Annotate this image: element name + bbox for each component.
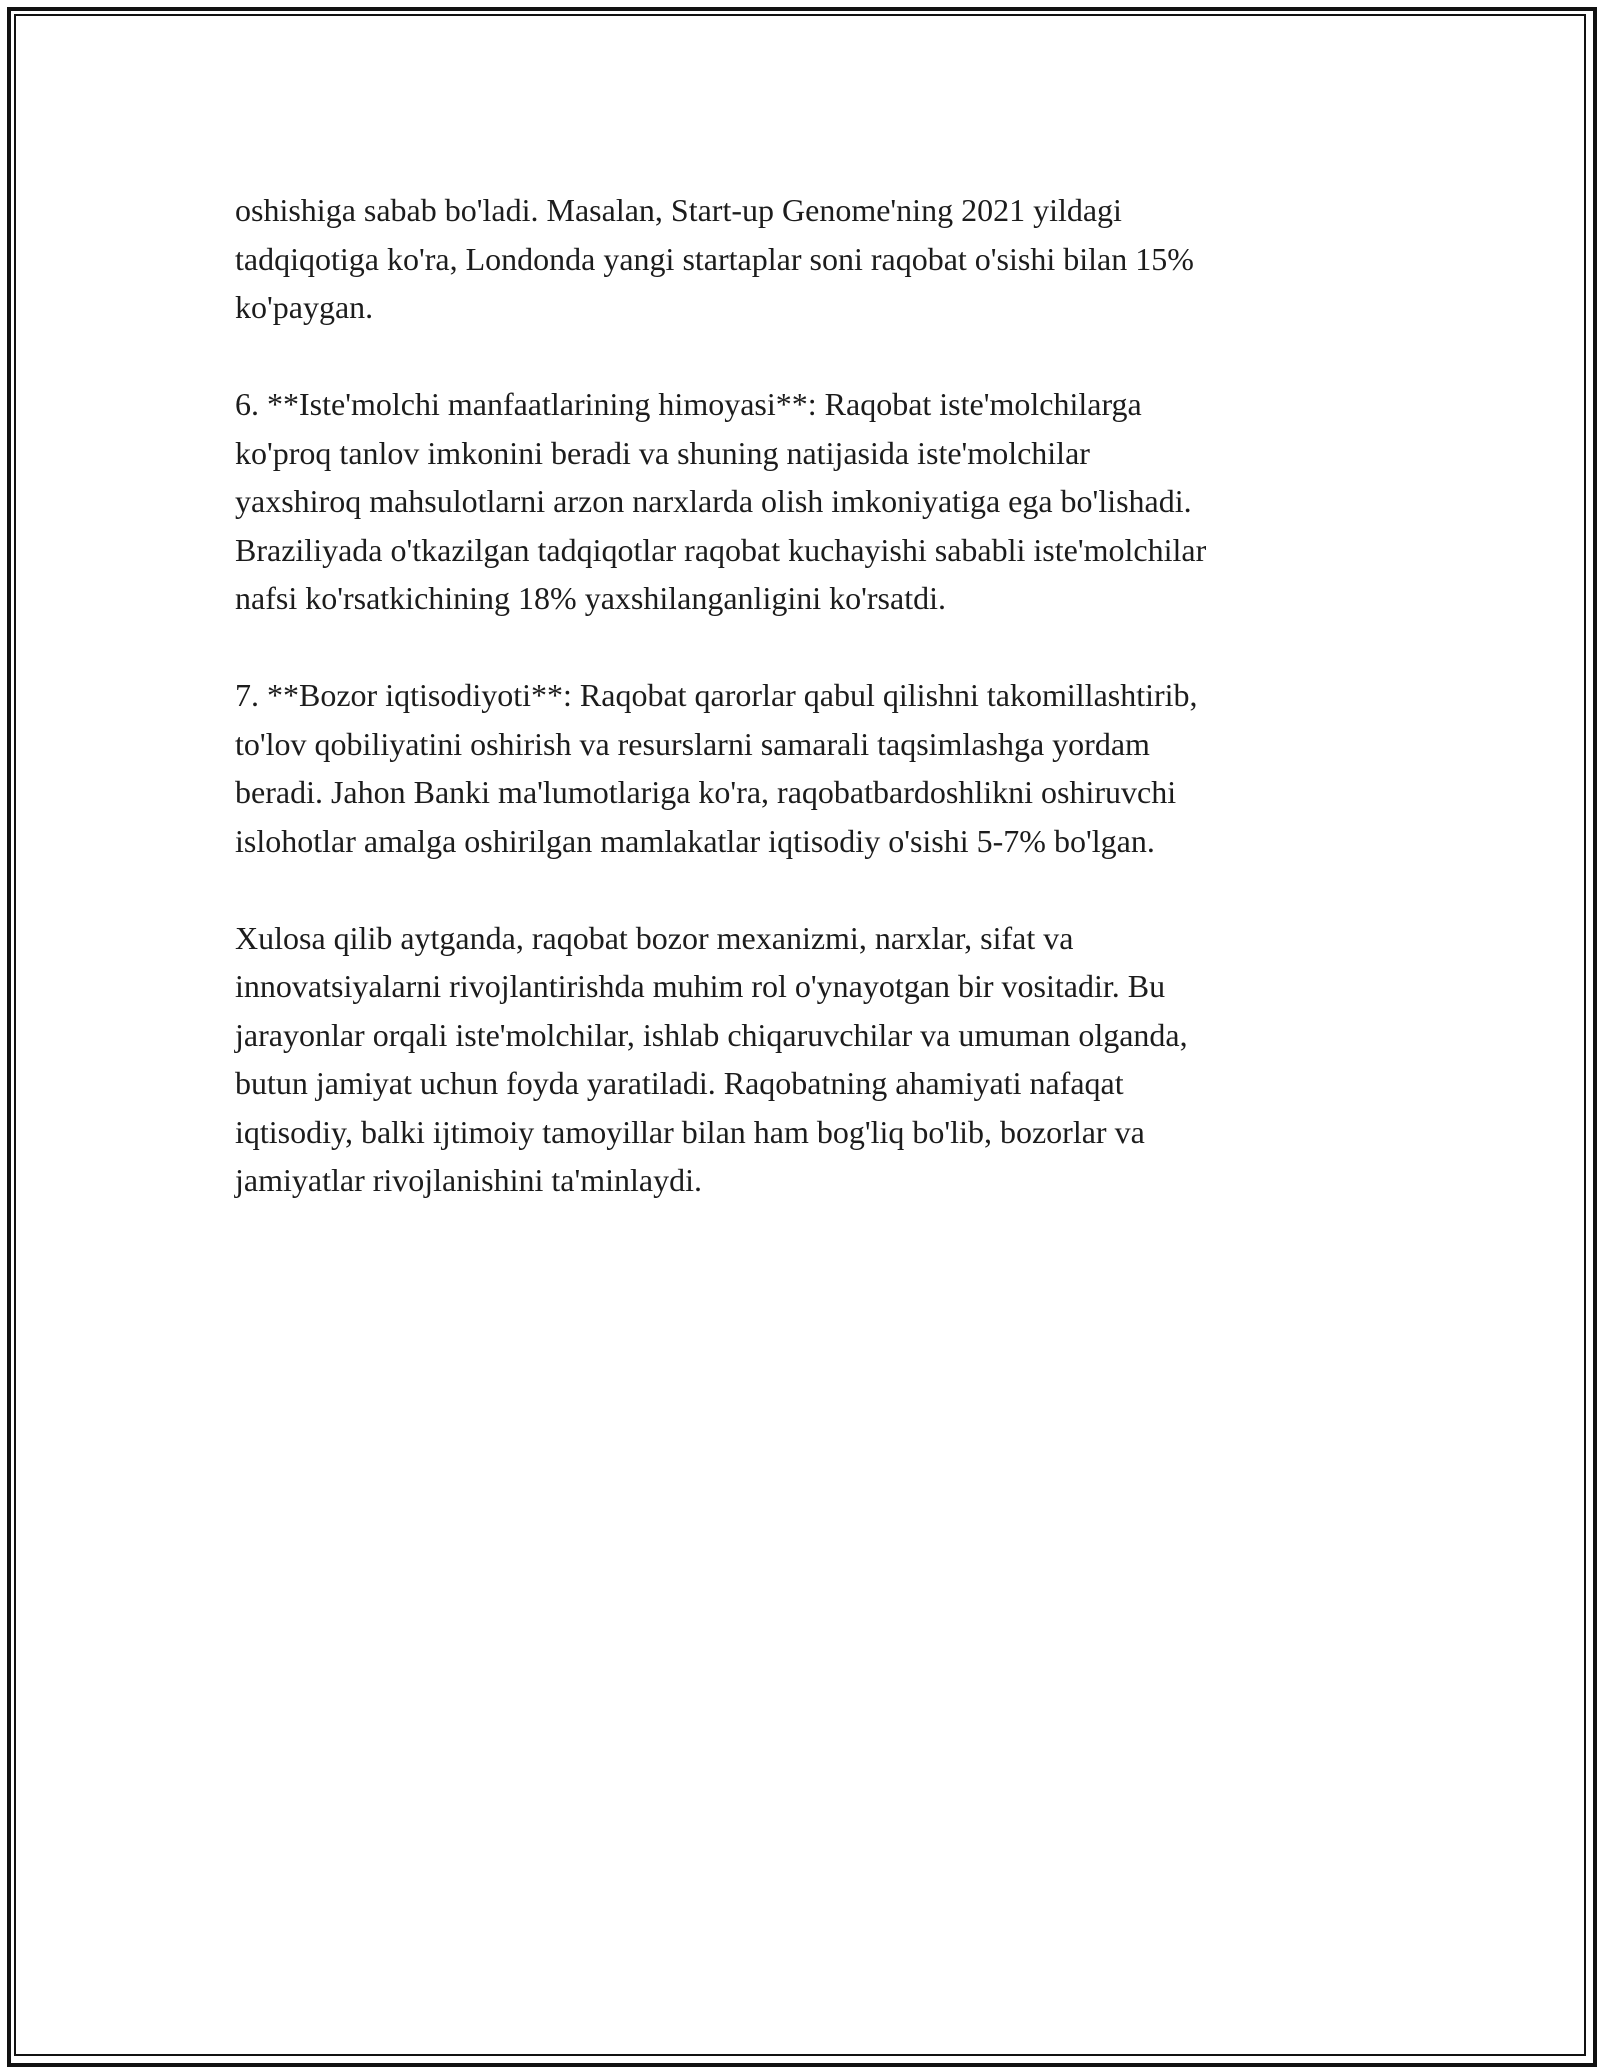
text-line: Xulosa qilib aytganda, raqobat bozor mexanizmi, narxlar, sifat va xyxy=(235,919,1074,956)
text-line: yaxshiroq mahsulotlarni arzon narxlarda olish imkoniyatiga ega bo'lishadi. xyxy=(235,483,1192,519)
text-line: jamiyatlar rivojlanishini ta'minlaydi. xyxy=(235,1162,702,1198)
text-line: 7. **Bozor iqtisodiyoti**: Raqobat qarorlar qabul qilishni takomillashtirib, xyxy=(235,677,1198,713)
paragraph-item-6 xyxy=(235,380,1365,623)
paragraph-item-7 xyxy=(235,671,1365,865)
text-line: 6. **Iste'molchi manfaatlarining himoyasi**: Raqobat iste'molchilarga xyxy=(235,386,1142,422)
text-line: tadqiqotiga ko'ra, Londonda yangi startaplar soni raqobat o'sishi bilan 15% xyxy=(235,240,1194,277)
text-line: beradi. Jahon Banki ma'lumotlariga ko'ra, raqobatbardoshlikni oshiruvchi xyxy=(235,774,1177,810)
text-line: to'lov qobiliyatini oshirish va resurslarni samarali taqsimlashga yordam xyxy=(235,725,1150,762)
text-line: iqtisodiy, balki ijtimoiy tamoyillar bilan ham bog'liq bo'lib, bozorlar va xyxy=(235,1113,1145,1150)
document-body xyxy=(235,186,1365,1253)
text-line: oshishiga sabab bo'ladi. Masalan, Start-up Genome'ning 2021 yildagi xyxy=(235,192,1122,228)
paragraph-continuation xyxy=(235,186,1365,332)
text-line: ko'paygan. xyxy=(235,289,374,325)
paragraph-conclusion xyxy=(235,914,1365,1205)
text-line: jarayonlar orqali iste'molchilar, ishlab chiqaruvchilar va umuman olganda, xyxy=(235,1016,1188,1053)
text-line: ko'proq tanlov imkonini beradi va shuning natijasida iste'molchilar xyxy=(235,434,1090,471)
text-line: butun jamiyat uchun foyda yaratiladi. Raqobatning ahamiyati nafaqat xyxy=(235,1065,1124,1101)
text-line: islohotlar amalga oshirilgan mamlakatlar iqtisodiy o'sishi 5-7% bo'lgan. xyxy=(235,822,1155,859)
text-line: nafsi ko'rsatkichining 18% yaxshilanganligini ko'rsatdi. xyxy=(235,580,946,616)
text-line: Braziliyada o'tkazilgan tadqiqotlar raqobat kuchayishi sababli iste'molchilar xyxy=(235,531,1207,568)
text-line: innovatsiyalarni rivojlantirishda muhim rol o'ynayotgan bir vositadir. Bu xyxy=(235,968,1166,1004)
